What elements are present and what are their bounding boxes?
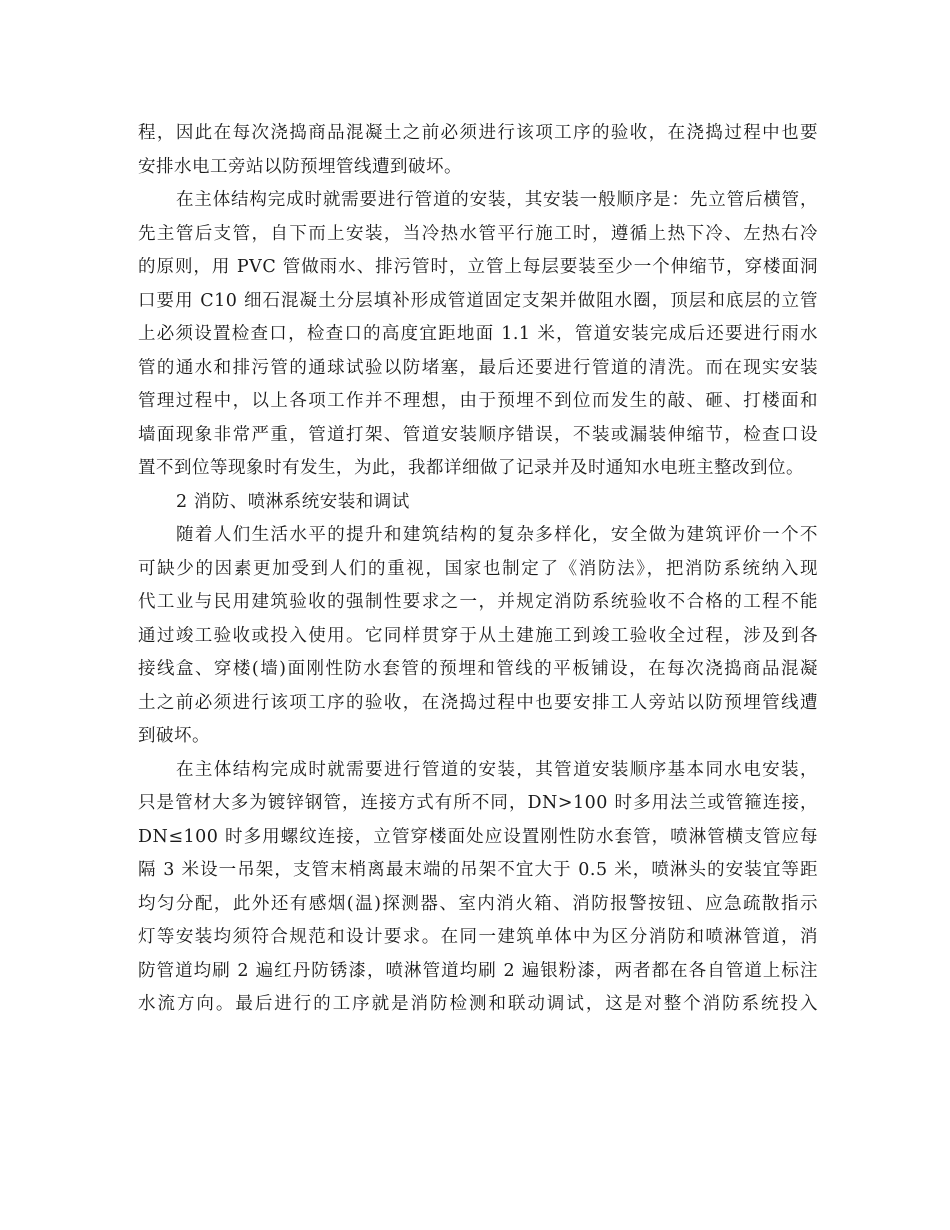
text-line: 灯等安装均须符合规范和设计要求。在同一建筑单体中为区分消防和喷淋管道，消 (138, 927, 818, 947)
text-line: 先主管后支管，自下而上安装，当冷热水管平行施工时，遵循上热下冷、左热右冷 (138, 223, 818, 244)
text-line: 水流方向。最后进行的工序就是消防检测和联动调试，这是对整个消防系统投入 (138, 994, 818, 1014)
text-line: 程，因此在每次浇捣商品混凝土之前必须进行该项工序的验收，在浇捣过程中也要 (138, 123, 818, 143)
text-line: 口要用 C10 细石混凝土分层填补形成管道固定支架并做阻水圈，顶层和底层的立管 (138, 290, 818, 311)
text-line: DN≤100 时多用螺纹连接，立管穿楼面处应设置刚性防水套管，喷淋管横支管应每 (138, 826, 818, 847)
text-line: 代工业与民用建筑验收的强制性要求之一，并规定消防系统验收不合格的工程不能 (138, 592, 818, 612)
paragraph (138, 519, 818, 754)
text-line: 通过竣工验收或投入使用。它同样贯穿于从土建施工到竣工验收全过程，涉及到各 (138, 625, 818, 646)
text-line: 可缺少的因素更加受到人们的重视，国家也制定了《消防法》，把消防系统纳入现 (138, 558, 818, 579)
text-line: 到破坏。 (138, 726, 210, 746)
text-line: 在主体结构完成时就需要进行管道的安装，其管道安装顺序基本同水电安装， (176, 759, 818, 780)
paragraph (138, 754, 818, 1022)
document-body (138, 117, 818, 1022)
text-line: 均匀分配，此外还有感烟(温)探测器、室内消火箱、消防报警按钮、应急疏散指示 (138, 893, 818, 914)
text-line: 土之前必须进行该项工序的验收，在浇捣过程中也要安排工人旁站以防预埋管线遭 (138, 692, 818, 713)
text-line: 安排水电工旁站以防预埋管线遭到破坏。 (138, 156, 462, 177)
text-line: 的原则，用 PVC 管做雨水、排污管时，立管上每层要装至少一个伸缩节，穿楼面洞 (138, 257, 818, 277)
text-line: 墙面现象非常严重，管道打架、管道安装顺序错误，不装或漏装伸缩节，检查口设 (138, 424, 818, 445)
text-line: 上必须设置检查口，检查口的高度宜距地面 1.1 米，管道安装完成后还要进行雨水 (138, 324, 818, 344)
text-line: 只是管材大多为镀锌钢管，连接方式有所不同，DN>100 时多用法兰或管箍连接， (138, 793, 818, 813)
text-line: 管理过程中，以上各项工作并不理想，由于预埋不到位而发生的敲、砸、打楼面和 (138, 391, 818, 411)
text-line: 隔 3 米设一吊架，支管末梢离最末端的吊架不宜大于 0.5 米，喷淋头的安装宜等距 (138, 860, 818, 880)
text-line: 防管道均刷 2 遍红丹防锈漆，喷淋管道均刷 2 遍银粉漆，两者都在各自管道上标注 (138, 960, 818, 981)
text-line: 管的通水和排污管的通球试验以防堵塞，最后还要进行管道的清洗。而在现实安装 (138, 357, 818, 378)
text-line: 接线盒、穿楼(墙)面刚性防水套管的预埋和管线的平板铺设，在每次浇捣商品混凝 (138, 659, 818, 679)
text-line: 随着人们生活水平的提升和建筑结构的复杂多样化，安全做为建筑评价一个不 (176, 525, 818, 545)
paragraph (138, 117, 818, 184)
paragraph (138, 486, 818, 520)
text-line: 置不到位等现象时有发生，为此，我都详细做了记录并及时通知水电班主整改到位。 (138, 458, 804, 478)
paragraph (138, 184, 818, 486)
text-line: 2 消防、喷淋系统安装和调试 (176, 491, 410, 512)
text-line: 在主体结构完成时就需要进行管道的安装，其安装一般顺序是：先立管后横管， (176, 190, 818, 210)
